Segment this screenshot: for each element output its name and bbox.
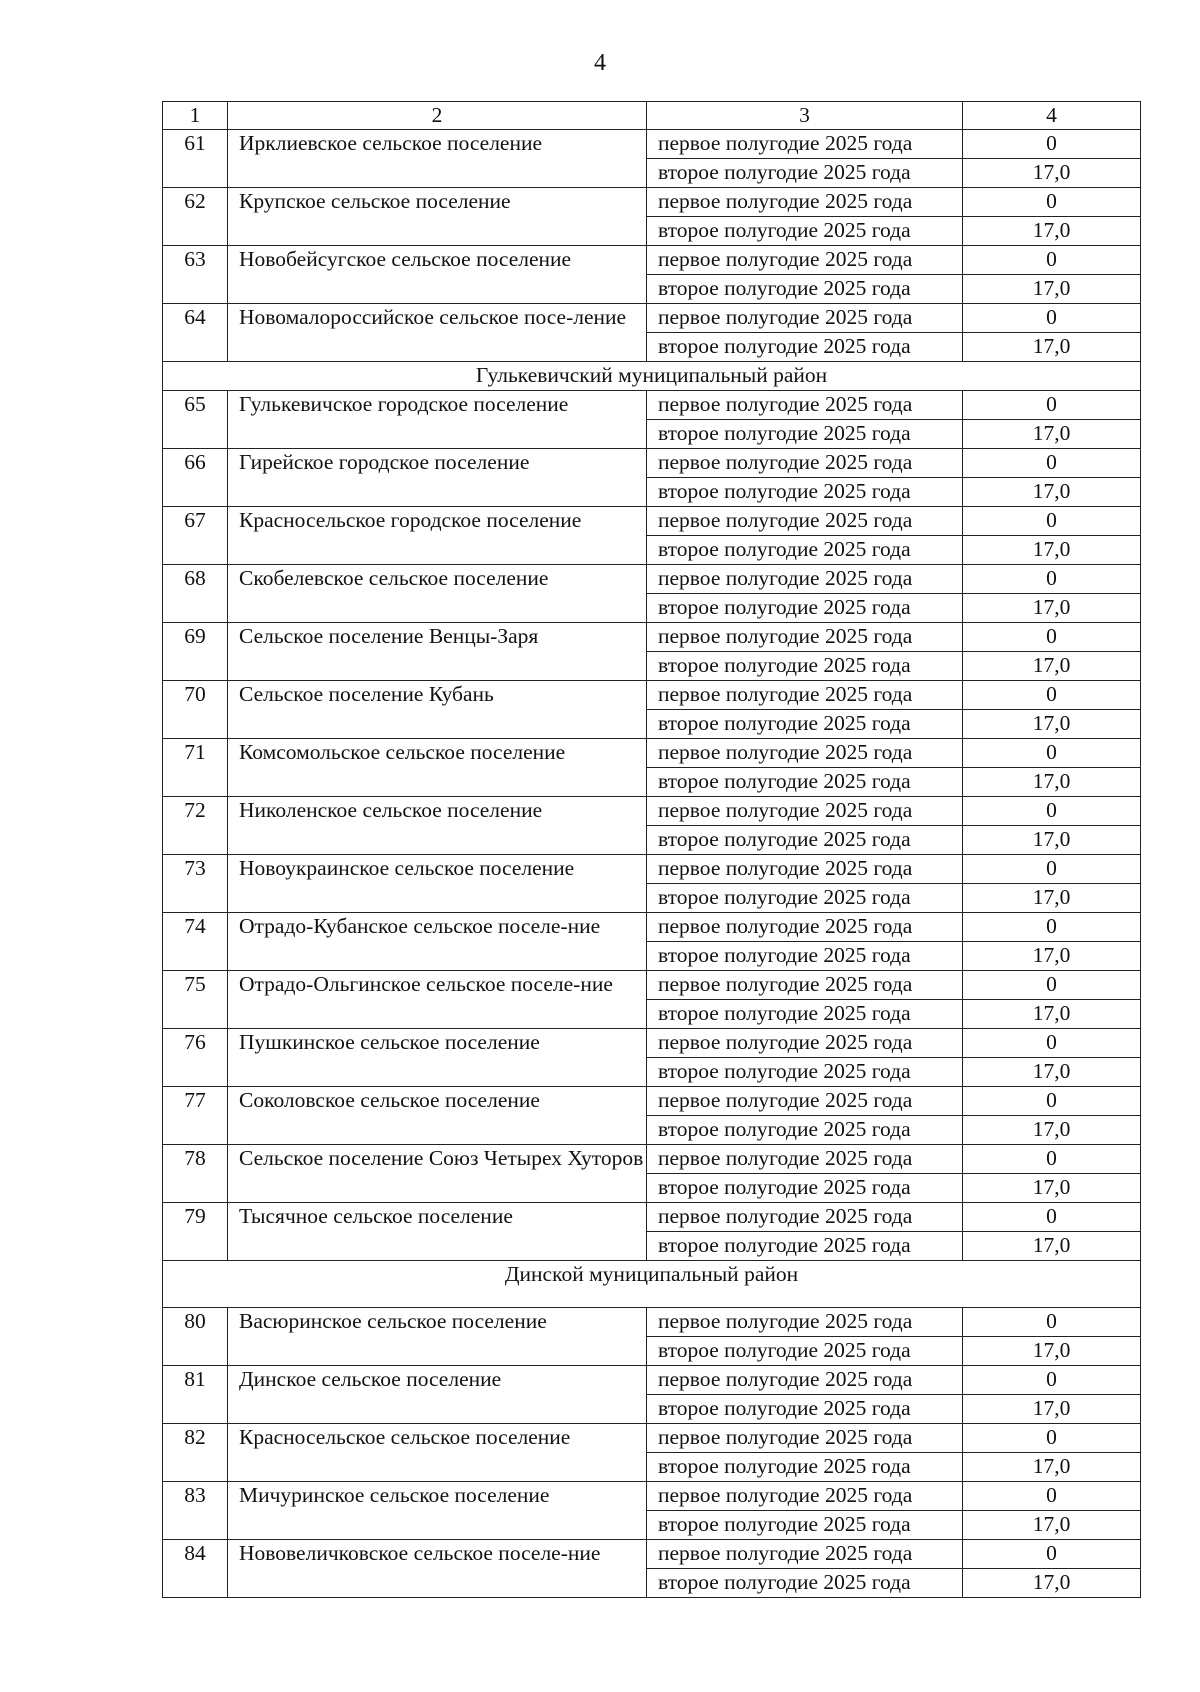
settlement-name: Тысячное сельское поселение xyxy=(228,1203,647,1261)
value-second-half: 17,0 xyxy=(963,1232,1141,1261)
settlement-name: Скобелевское сельское поселение xyxy=(228,565,647,623)
settlement-name: Динское сельское поселение xyxy=(228,1366,647,1424)
value-second-half: 17,0 xyxy=(963,652,1141,681)
value-first-half: 0 xyxy=(963,1145,1141,1174)
table-row xyxy=(163,1540,1141,1569)
period-first-half: первое полугодие 2025 года xyxy=(647,1203,963,1232)
value-first-half: 0 xyxy=(963,1203,1141,1232)
period-first-half: первое полугодие 2025 года xyxy=(647,304,963,333)
table-body xyxy=(163,102,1141,1598)
table-row xyxy=(163,304,1141,333)
value-first-half: 0 xyxy=(963,681,1141,710)
settlements-table xyxy=(162,101,1141,1598)
value-first-half: 0 xyxy=(963,913,1141,942)
district-heading: Гулькевичский муниципальный район xyxy=(163,362,1141,391)
table-row xyxy=(163,188,1141,217)
value-first-half: 0 xyxy=(963,1482,1141,1511)
settlement-name: Гулькевичское городское поселение xyxy=(228,391,647,449)
row-number: 76 xyxy=(163,1029,228,1087)
value-second-half: 17,0 xyxy=(963,1395,1141,1424)
period-second-half: второе полугодие 2025 года xyxy=(647,333,963,362)
header-cell-2: 2 xyxy=(228,102,647,130)
row-number: 75 xyxy=(163,971,228,1029)
period-second-half: второе полугодие 2025 года xyxy=(647,768,963,797)
settlement-name: Николенское сельское поселение xyxy=(228,797,647,855)
row-number: 64 xyxy=(163,304,228,362)
table-row xyxy=(163,1203,1141,1232)
settlement-name: Отрадо-Кубанское сельское поселе-ние xyxy=(228,913,647,971)
period-second-half: второе полугодие 2025 года xyxy=(647,826,963,855)
header-cell-4: 4 xyxy=(963,102,1141,130)
value-first-half: 0 xyxy=(963,739,1141,768)
period-first-half: первое полугодие 2025 года xyxy=(647,391,963,420)
row-number: 63 xyxy=(163,246,228,304)
period-second-half: второе полугодие 2025 года xyxy=(647,1232,963,1261)
settlement-name: Новобейсугское сельское поселение xyxy=(228,246,647,304)
settlement-name: Сельское поселение Венцы-Заря xyxy=(228,623,647,681)
header-row xyxy=(163,102,1141,130)
value-first-half: 0 xyxy=(963,449,1141,478)
value-second-half: 17,0 xyxy=(963,478,1141,507)
period-first-half: первое полугодие 2025 года xyxy=(647,913,963,942)
table-row xyxy=(163,130,1141,159)
settlement-name: Новомалороссийское сельское посе-ление xyxy=(228,304,647,362)
settlement-name: Сельское поселение Кубань xyxy=(228,681,647,739)
header-cell-1: 1 xyxy=(163,102,228,130)
period-first-half: первое полугодие 2025 года xyxy=(647,1087,963,1116)
table-row xyxy=(163,1424,1141,1453)
table-row xyxy=(163,681,1141,710)
table-row xyxy=(163,739,1141,768)
row-number: 79 xyxy=(163,1203,228,1261)
table-row xyxy=(163,623,1141,652)
period-first-half: первое полугодие 2025 года xyxy=(647,565,963,594)
period-first-half: первое полугодие 2025 года xyxy=(647,1366,963,1395)
value-second-half: 17,0 xyxy=(963,1000,1141,1029)
period-second-half: второе полугодие 2025 года xyxy=(647,942,963,971)
value-first-half: 0 xyxy=(963,1540,1141,1569)
row-number: 61 xyxy=(163,130,228,188)
table-row xyxy=(163,391,1141,420)
period-second-half: второе полугодие 2025 года xyxy=(647,536,963,565)
period-first-half: первое полугодие 2025 года xyxy=(647,130,963,159)
period-first-half: первое полугодие 2025 года xyxy=(647,1424,963,1453)
period-first-half: первое полугодие 2025 года xyxy=(647,681,963,710)
value-second-half: 17,0 xyxy=(963,1569,1141,1598)
value-second-half: 17,0 xyxy=(963,710,1141,739)
value-second-half: 17,0 xyxy=(963,1174,1141,1203)
value-second-half: 17,0 xyxy=(963,1116,1141,1145)
value-second-half: 17,0 xyxy=(963,159,1141,188)
value-second-half: 17,0 xyxy=(963,275,1141,304)
period-second-half: второе полугодие 2025 года xyxy=(647,1511,963,1540)
period-first-half: первое полугодие 2025 года xyxy=(647,971,963,1000)
period-second-half: второе полугодие 2025 года xyxy=(647,1174,963,1203)
value-first-half: 0 xyxy=(963,304,1141,333)
value-first-half: 0 xyxy=(963,391,1141,420)
district-heading: Динской муниципальный район xyxy=(163,1261,1141,1308)
period-first-half: первое полугодие 2025 года xyxy=(647,739,963,768)
period-second-half: второе полугодие 2025 года xyxy=(647,1453,963,1482)
row-number: 74 xyxy=(163,913,228,971)
value-first-half: 0 xyxy=(963,1366,1141,1395)
table-row xyxy=(163,855,1141,884)
row-number: 80 xyxy=(163,1308,228,1366)
value-first-half: 0 xyxy=(963,130,1141,159)
settlement-name: Отрадо-Ольгинское сельское поселе-ние xyxy=(228,971,647,1029)
table-row xyxy=(163,449,1141,478)
period-second-half: второе полугодие 2025 года xyxy=(647,1337,963,1366)
period-second-half: второе полугодие 2025 года xyxy=(647,275,963,304)
period-first-half: первое полугодие 2025 года xyxy=(647,1540,963,1569)
period-first-half: первое полугодие 2025 года xyxy=(647,1308,963,1337)
period-first-half: первое полугодие 2025 года xyxy=(647,855,963,884)
settlement-name: Васюринское сельское поселение xyxy=(228,1308,647,1366)
period-second-half: второе полугодие 2025 года xyxy=(647,1569,963,1598)
table-row xyxy=(163,565,1141,594)
row-number: 68 xyxy=(163,565,228,623)
value-second-half: 17,0 xyxy=(963,333,1141,362)
value-second-half: 17,0 xyxy=(963,826,1141,855)
table-row xyxy=(163,1087,1141,1116)
district-row xyxy=(163,1261,1141,1308)
value-second-half: 17,0 xyxy=(963,594,1141,623)
value-second-half: 17,0 xyxy=(963,884,1141,913)
page-number: 4 xyxy=(594,50,606,76)
value-first-half: 0 xyxy=(963,1087,1141,1116)
value-first-half: 0 xyxy=(963,623,1141,652)
value-first-half: 0 xyxy=(963,855,1141,884)
period-second-half: второе полугодие 2025 года xyxy=(647,420,963,449)
value-second-half: 17,0 xyxy=(963,1511,1141,1540)
table-row xyxy=(163,1145,1141,1174)
value-first-half: 0 xyxy=(963,565,1141,594)
period-second-half: второе полугодие 2025 года xyxy=(647,884,963,913)
settlement-name: Сельское поселение Союз Четырех Хуторов xyxy=(228,1145,647,1203)
row-number: 83 xyxy=(163,1482,228,1540)
period-second-half: второе полугодие 2025 года xyxy=(647,1000,963,1029)
table-row xyxy=(163,971,1141,1000)
period-first-half: первое полугодие 2025 года xyxy=(647,1482,963,1511)
value-first-half: 0 xyxy=(963,188,1141,217)
period-second-half: второе полугодие 2025 года xyxy=(647,1395,963,1424)
value-first-half: 0 xyxy=(963,246,1141,275)
row-number: 66 xyxy=(163,449,228,507)
period-second-half: второе полугодие 2025 года xyxy=(647,1116,963,1145)
value-first-half: 0 xyxy=(963,507,1141,536)
row-number: 65 xyxy=(163,391,228,449)
period-first-half: первое полугодие 2025 года xyxy=(647,1029,963,1058)
settlement-name: Комсомольское сельское поселение xyxy=(228,739,647,797)
row-number: 73 xyxy=(163,855,228,913)
row-number: 84 xyxy=(163,1540,228,1598)
value-second-half: 17,0 xyxy=(963,942,1141,971)
row-number: 82 xyxy=(163,1424,228,1482)
settlement-name: Крупское сельское поселение xyxy=(228,188,647,246)
row-number: 70 xyxy=(163,681,228,739)
row-number: 77 xyxy=(163,1087,228,1145)
table-row xyxy=(163,507,1141,536)
table-row xyxy=(163,1482,1141,1511)
period-first-half: первое полугодие 2025 года xyxy=(647,507,963,536)
value-second-half: 17,0 xyxy=(963,1058,1141,1087)
row-number: 67 xyxy=(163,507,228,565)
settlement-name: Гирейское городское поселение xyxy=(228,449,647,507)
value-second-half: 17,0 xyxy=(963,217,1141,246)
settlement-name: Соколовское сельское поселение xyxy=(228,1087,647,1145)
value-second-half: 17,0 xyxy=(963,768,1141,797)
period-second-half: второе полугодие 2025 года xyxy=(647,710,963,739)
settlement-name: Нововеличковское сельское поселе-ние xyxy=(228,1540,647,1598)
period-first-half: первое полугодие 2025 года xyxy=(647,1145,963,1174)
period-first-half: первое полугодие 2025 года xyxy=(647,188,963,217)
row-number: 78 xyxy=(163,1145,228,1203)
header-cell-3: 3 xyxy=(647,102,963,130)
table-row xyxy=(163,1366,1141,1395)
period-first-half: первое полугодие 2025 года xyxy=(647,449,963,478)
value-first-half: 0 xyxy=(963,1029,1141,1058)
table-row xyxy=(163,913,1141,942)
period-second-half: второе полугодие 2025 года xyxy=(647,159,963,188)
period-first-half: первое полугодие 2025 года xyxy=(647,246,963,275)
value-first-half: 0 xyxy=(963,971,1141,1000)
row-number: 71 xyxy=(163,739,228,797)
period-second-half: второе полугодие 2025 года xyxy=(647,478,963,507)
settlement-name: Красносельское городское поселение xyxy=(228,507,647,565)
row-number: 69 xyxy=(163,623,228,681)
settlement-name: Новоукраинское сельское поселение xyxy=(228,855,647,913)
settlement-name: Красносельское сельское поселение xyxy=(228,1424,647,1482)
period-second-half: второе полугодие 2025 года xyxy=(647,594,963,623)
period-second-half: второе полугодие 2025 года xyxy=(647,217,963,246)
table-row xyxy=(163,1029,1141,1058)
value-first-half: 0 xyxy=(963,1424,1141,1453)
value-second-half: 17,0 xyxy=(963,1337,1141,1366)
table-row xyxy=(163,797,1141,826)
row-number: 62 xyxy=(163,188,228,246)
row-number: 81 xyxy=(163,1366,228,1424)
table-row xyxy=(163,1308,1141,1337)
settlement-name: Ирклиевское сельское поселение xyxy=(228,130,647,188)
value-second-half: 17,0 xyxy=(963,536,1141,565)
period-first-half: первое полугодие 2025 года xyxy=(647,797,963,826)
period-second-half: второе полугодие 2025 года xyxy=(647,652,963,681)
value-first-half: 0 xyxy=(963,797,1141,826)
settlement-name: Пушкинское сельское поселение xyxy=(228,1029,647,1087)
value-first-half: 0 xyxy=(963,1308,1141,1337)
row-number: 72 xyxy=(163,797,228,855)
value-second-half: 17,0 xyxy=(963,420,1141,449)
settlement-name: Мичуринское сельское поселение xyxy=(228,1482,647,1540)
table-row xyxy=(163,246,1141,275)
value-second-half: 17,0 xyxy=(963,1453,1141,1482)
district-row xyxy=(163,362,1141,391)
period-second-half: второе полугодие 2025 года xyxy=(647,1058,963,1087)
period-first-half: первое полугодие 2025 года xyxy=(647,623,963,652)
